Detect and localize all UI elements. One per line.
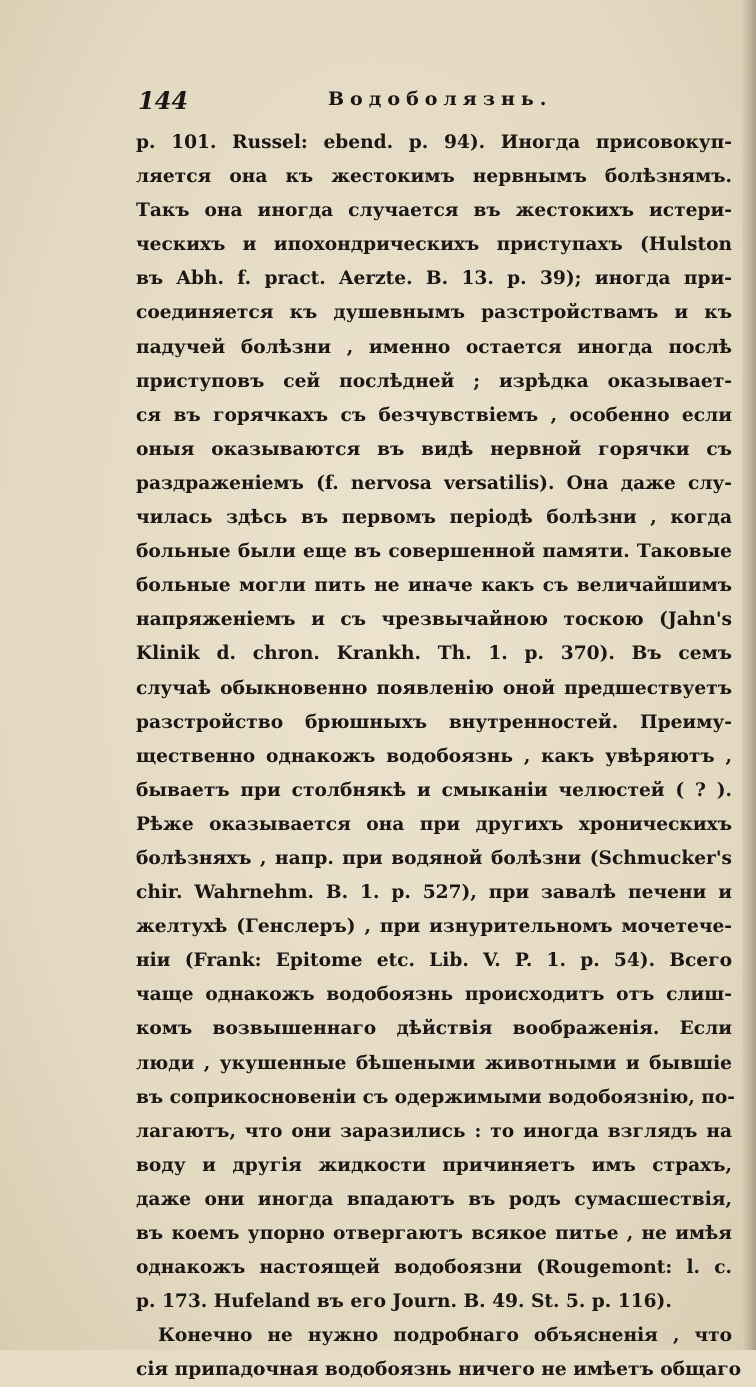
running-title: Водоболязнь. bbox=[328, 88, 553, 110]
text-line: бываетъ при столбнякѣ и смыканіи челюстей ( ? ). bbox=[136, 779, 732, 801]
text-line: соединяется къ душевнымъ разстройствамъ и къ bbox=[136, 302, 732, 324]
text-line: въ соприкосновеніи съ одержимыми водобоязнію, по- bbox=[136, 1086, 736, 1108]
text-line: въ коемъ упорно отвергаютъ всякое питье , не имѣя bbox=[136, 1223, 732, 1244]
text-line: случаѣ обыкновенно появленію оной предшествуетъ bbox=[136, 677, 732, 699]
text-line: желтухѣ (Генслеръ) , при изнурительномъ мочетече- bbox=[136, 916, 732, 938]
text-line: лагаютъ, что они заразились : то иногда взглядъ на bbox=[136, 1120, 732, 1142]
text-line: chir. Wahrnehm. B. 1. p. 527), при завалѣ печени и bbox=[136, 882, 732, 904]
text-line: ся въ горячкахъ съ безчувствіемъ , особенно если bbox=[136, 404, 732, 426]
text-line: Такъ она иногда случается въ жестокихъ истери- bbox=[136, 200, 732, 222]
text-line: Конечно не нужно подробнаго объясненія , что bbox=[158, 1325, 732, 1347]
text-line: чилась здѣсь въ первомъ періодѣ болѣзни , когда bbox=[136, 507, 732, 529]
text-line: разстройство брюшныхъ внутренностей. Преиму- bbox=[136, 711, 732, 733]
text-line: щественно однакожъ водобоязнь , какъ увѣряютъ , bbox=[136, 745, 732, 767]
text-line: люди , укушенные бѣшеными животными и бывшіе bbox=[136, 1052, 732, 1074]
text-line: оныя оказываются въ видѣ нервной горячки съ bbox=[136, 438, 732, 460]
text-line: приступовъ сей послѣдней ; изрѣдка оказывает- bbox=[136, 370, 732, 392]
text-line: однакожъ настоящей водобоязни (Rougemont: l. c. bbox=[136, 1257, 732, 1279]
text-line: p. 173. Hufeland въ его Journ. B. 49. St. 5. p. 116). bbox=[136, 1291, 672, 1313]
text-line: комъ возвышеннаго дѣйствія воображенія. Если bbox=[136, 1018, 732, 1040]
text-line: p. 101. Russel: ebend. p. 94). Иногда присовокуп- bbox=[136, 132, 732, 153]
text-line: напряженіемъ и съ чрезвычайною тоскою (Jahn's bbox=[136, 609, 732, 631]
page-header bbox=[138, 86, 734, 120]
text-line: даже они иногда впадаютъ въ родъ сумасшествія, bbox=[136, 1188, 732, 1210]
text-line: больные были еще въ совершенной памяти. Таковые bbox=[136, 541, 732, 563]
text-line: больные могли пить не иначе какъ съ величайшимъ bbox=[136, 575, 732, 597]
text-line: падучей болѣзни , именно остается иногда послѣ bbox=[136, 336, 732, 358]
text-line: болѣзняхъ , напр. при водяной болѣзни (Schmucker's bbox=[136, 847, 732, 869]
text-line: раздраженіемъ (f. nervosa versatilis). Она даже слу- bbox=[136, 472, 732, 494]
text-line: ніи (Frank: Epitome etc. Lib. V. P. 1. p. 54). Всего bbox=[136, 950, 732, 972]
text-line: Klinik d. chron. Krankh. Th. 1. p. 370). Въ семъ bbox=[136, 643, 732, 665]
text-line: ляется она къ жестокимъ нервнымъ болѣзнямъ. bbox=[136, 166, 732, 188]
text-line: воду и другія жидкости причиняетъ имъ страхъ, bbox=[136, 1154, 732, 1176]
text-line: ческихъ и ипохондрическихъ приступахъ (Hulston bbox=[136, 234, 732, 256]
text-line: Рѣже оказывается она при другихъ хроническихъ bbox=[136, 813, 732, 835]
text-body bbox=[136, 126, 742, 1387]
text-line: въ Abh. f. pract. Aerzte. B. 13. p. 39); иногда при- bbox=[136, 268, 732, 290]
text-line: чаще однакожъ водобоязнь происходитъ отъ слиш- bbox=[136, 984, 732, 1006]
page-number: 144 bbox=[138, 86, 189, 115]
text-line: сія припадочная водобоязнь ничего не имѣетъ общаго bbox=[136, 1359, 742, 1381]
page-edge bbox=[742, 0, 756, 1350]
